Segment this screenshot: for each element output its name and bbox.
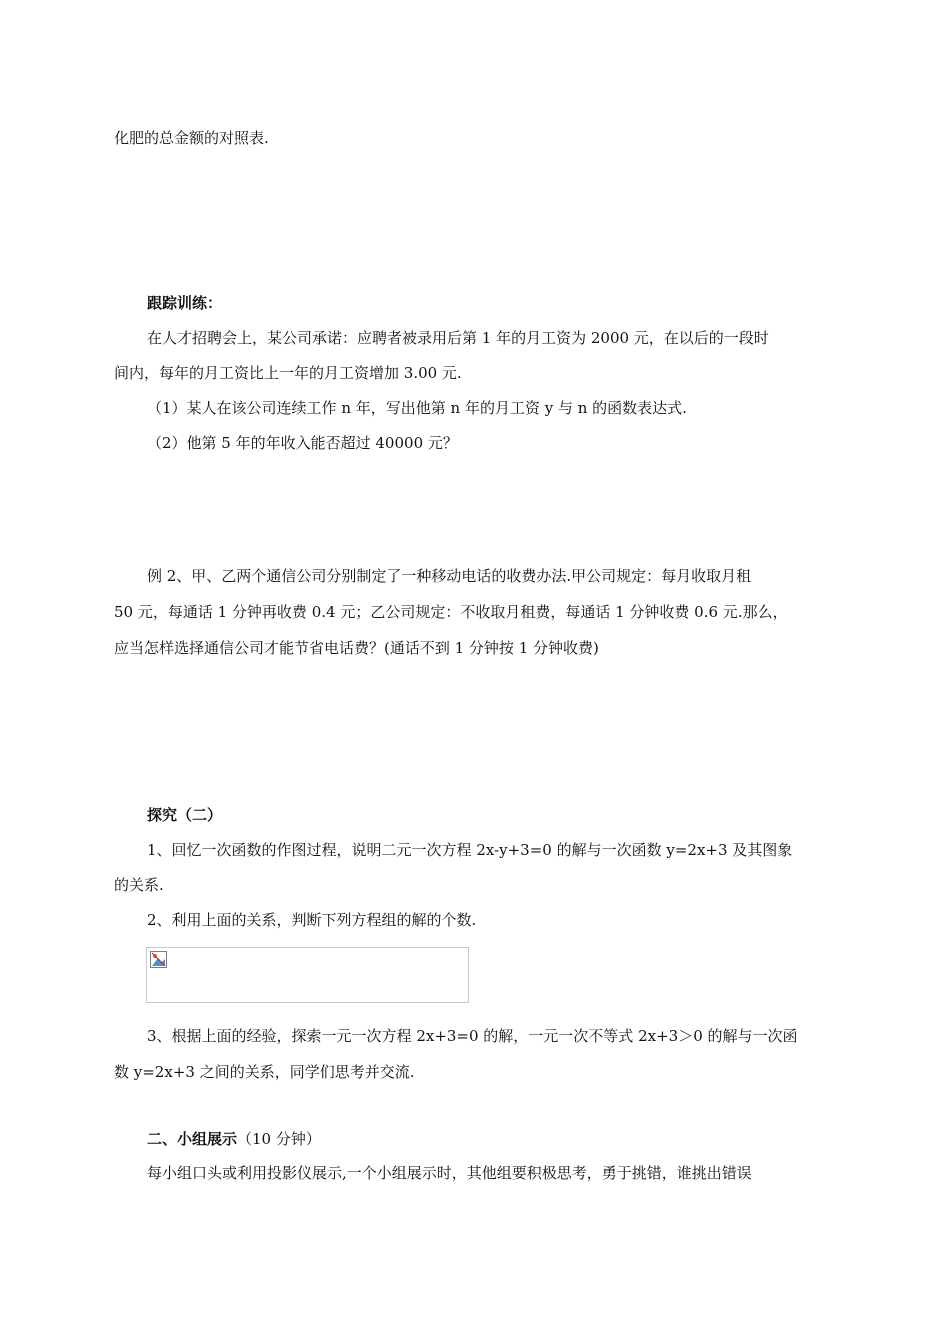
text-line: （2）他第 5 年的年收入能否超过 40000 元？ [147, 434, 458, 452]
group-heading-time: （10 分钟） [237, 1130, 321, 1148]
text-line: 数 y=2x+3 之间的关系，同学们思考并交流. [114, 1063, 415, 1081]
section-heading-tracking: 跟踪训练： [147, 294, 223, 312]
text-line: 每小组口头或利用投影仪展示,一个小组展示时，其他组要积极思考，勇于挑错，谁挑出错误 [147, 1164, 752, 1182]
broken-image-icon [150, 951, 167, 968]
text-line: 1、回忆一次函数的作图过程，说明二元一次方程 2x-y+3=0 的解与一次函数 y=2x+3 及其图象 [147, 841, 793, 859]
text-line: 3、根据上面的经验，探索一元一次方程 2x+3=0 的解，一元一次不等式 2x+3＞0 的解与一次函 [147, 1027, 798, 1045]
text-line: （1）某人在该公司连续工作 n 年，写出他第 n 年的月工资 y 与 n 的函数表达式. [147, 399, 687, 417]
text-line: 的关系. [114, 876, 164, 894]
text-line: 在人才招聘会上，某公司承诺：应聘者被录用后第 1 年的月工资为 2000 元，在以后的一段时 [147, 329, 769, 347]
section-heading-group [147, 1129, 321, 1149]
text-line: 化肥的总金额的对照表. [114, 129, 269, 147]
text-line: 例 2、甲、乙两个通信公司分别制定了一种移动电话的收费办法.甲公司规定：每月收取月租 [147, 567, 752, 585]
equation-image-placeholder [146, 947, 469, 1003]
text-line: 2、利用上面的关系，判断下列方程组的解的个数. [147, 911, 477, 929]
section-heading-explore: 探究（二） [147, 806, 223, 824]
text-line: 间内，每年的月工资比上一年的月工资增加 3.00 元. [114, 364, 462, 382]
text-line: 50 元，每通话 1 分钟再收费 0.4 元；乙公司规定：不收取月租费，每通话 1 分钟收费 0.6 元.那么， [114, 603, 788, 621]
group-heading-title: 二、小组展示 [147, 1130, 238, 1148]
text-line: 应当怎样选择通信公司才能节省电话费？(通话不到 1 分钟按 1 分钟收费) [114, 639, 599, 657]
